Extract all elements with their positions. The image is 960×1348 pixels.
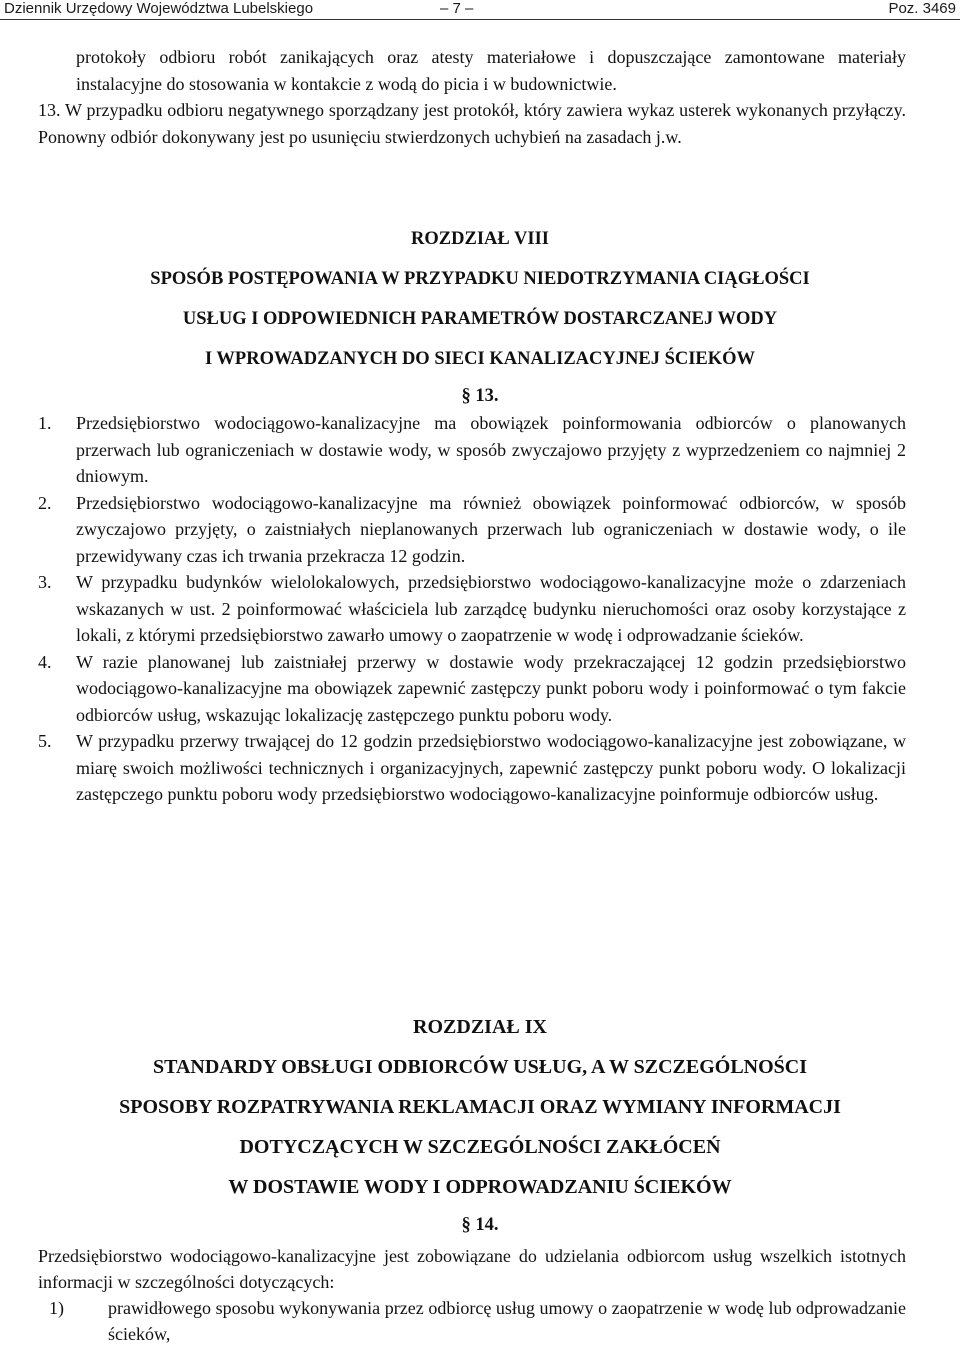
list-item-number: 2. <box>38 492 52 513</box>
list-item <box>38 490 906 570</box>
item-13 <box>38 97 906 150</box>
position-number: Poz. 3469 <box>888 0 956 17</box>
section-13-items <box>38 410 906 808</box>
section-14-marker: § 14. <box>461 1215 499 1235</box>
list-item <box>38 569 906 649</box>
chapter-8-line-2: USŁUG I ODPOWIEDNICH PARAMETRÓW DOSTARCZANEJ WODY <box>182 309 778 329</box>
page-header <box>0 0 960 20</box>
list-item-number: 1) <box>49 1298 64 1318</box>
chapter-9-line-1: STANDARDY OBSŁUGI ODBIORCÓW USŁUG, A W SZCZEGÓLNOŚCI <box>152 1056 808 1078</box>
list-item-text: W przypadku przerwy trwającej do 12 godzin przedsiębiorstwo wodociągowo-kanalizacyjne jest zobowiązane, w miarę swoich możliwości technicznych i organizacyjnych, zapewnić zastępczy punkt poboru wody. O lokalizacji zastępczego punktu poboru wody przedsiębiorstwo wodociągowo-kanalizacyjne poinformuje odbiorców usług. <box>76 731 906 804</box>
list-item <box>38 410 906 490</box>
chapter-9-line-3: DOTYCZĄCYCH W SZCZEGÓLNOŚCI ZAKŁÓCEŃ <box>239 1136 721 1158</box>
list-item-text: W przypadku budynków wielolokalowych, przedsiębiorstwo wodociągowo-kanalizacyjne może o zdarzeniach wskazanych w ust. 2 poinformować właściciela lub zarządcę budynku nieruchomości oraz osoby korzystające z lokali, z którymi przedsiębiorstwo zawarło umowy o zaopatrzenie w wodę i odprowadzanie ścieków. <box>76 572 906 645</box>
page-number: – 7 – <box>440 0 474 17</box>
list-item-number: 4. <box>38 651 52 672</box>
continuation-paragraph: protokoły odbioru robót zanikających oraz atesty materiałowe i dopuszczające zamontowane materiały instalacyjne do stosowania w kontakcie z wodą do picia i w budownictwie. <box>76 47 906 94</box>
list-item-number: 1. <box>38 413 52 433</box>
item-13-number: 13. <box>38 100 61 120</box>
chapter-9-line-4: W DOSTAWIE WODY I ODPROWADZANIU ŚCIEKÓW <box>228 1176 732 1198</box>
list-item <box>38 1295 906 1347</box>
list-item <box>38 728 906 808</box>
list-item-text: Przedsiębiorstwo wodociągowo-kanalizacyjne ma również obowiązek poinformować odbiorców, w sposób zwyczajowo przyjęty, o zaistniałych nieplanowanych przerwach lub ograniczeniach w dostawie wody, o ile przewidywany czas ich trwania przekracza 12 godzin. <box>76 492 906 566</box>
header-rule <box>0 19 960 20</box>
journal-title: Dziennik Urzędowy Województwa Lubelskiego <box>4 0 314 17</box>
list-item-text: W razie planowanej lub zaistniałej przerwy w dostawie wody przekraczającej 12 godzin przedsiębiorstwo wodociągowo-kanalizacyjne ma obowiązek zapewnić zastępczy punkt poboru wody i poinformować o tym fakcie odbiorców usług, wskazując lokalizację zastępczego punktu poboru wody. <box>76 651 906 725</box>
list-item-number: 3. <box>38 572 52 592</box>
chapter-8-line-1: SPOSÓB POSTĘPOWANIA W PRZYPADKU NIEDOTRZYMANIA CIĄGŁOŚCI <box>150 269 810 289</box>
list-item-text: Przedsiębiorstwo wodociągowo-kanalizacyjne ma obowiązek poinformowania odbiorców o planowanych przerwach lub ograniczeniach w dostawie wody, w sposób zwyczajowo przyjęty z wyprzedzeniem co najmniej 2 dniowym. <box>76 413 906 486</box>
item-13-text: W przypadku odbioru negatywnego sporządzany jest protokół, który zawiera wykaz usterek wykonanych przyłączy. Ponowny odbiór dokonywany jest po usunięciu stwierdzonych uchybień na zasadach j.w. <box>38 100 906 147</box>
section-14-intro: Przedsiębiorstwo wodociągowo-kanalizacyjne jest zobowiązane do udzielania odbiorcom usług wszelkich istotnych informacji w szczególności dotyczących: <box>38 1246 906 1292</box>
chapter-8-title: ROZDZIAŁ VIII <box>411 229 549 249</box>
list-item <box>38 649 906 729</box>
intro-section <box>38 44 906 150</box>
section-14-body <box>38 1243 906 1347</box>
list-item-text: prawidłowego sposobu wykonywania przez odbiorcę usług umowy o zaopatrzenie w wodę lub odprowadzanie ścieków, <box>108 1298 906 1344</box>
chapter-9-title: ROZDZIAŁ IX <box>413 1016 547 1038</box>
chapter-8-line-3: I WPROWADZANYCH DO SIECI KANALIZACYJNEJ ŚCIEKÓW <box>204 349 756 369</box>
list-item-number: 5. <box>38 731 52 751</box>
chapter-9-line-2: SPOSOBY ROZPATRYWANIA REKLAMACJI ORAZ WYMIANY INFORMACJI <box>119 1096 841 1118</box>
section-13-marker: § 13. <box>461 386 499 406</box>
